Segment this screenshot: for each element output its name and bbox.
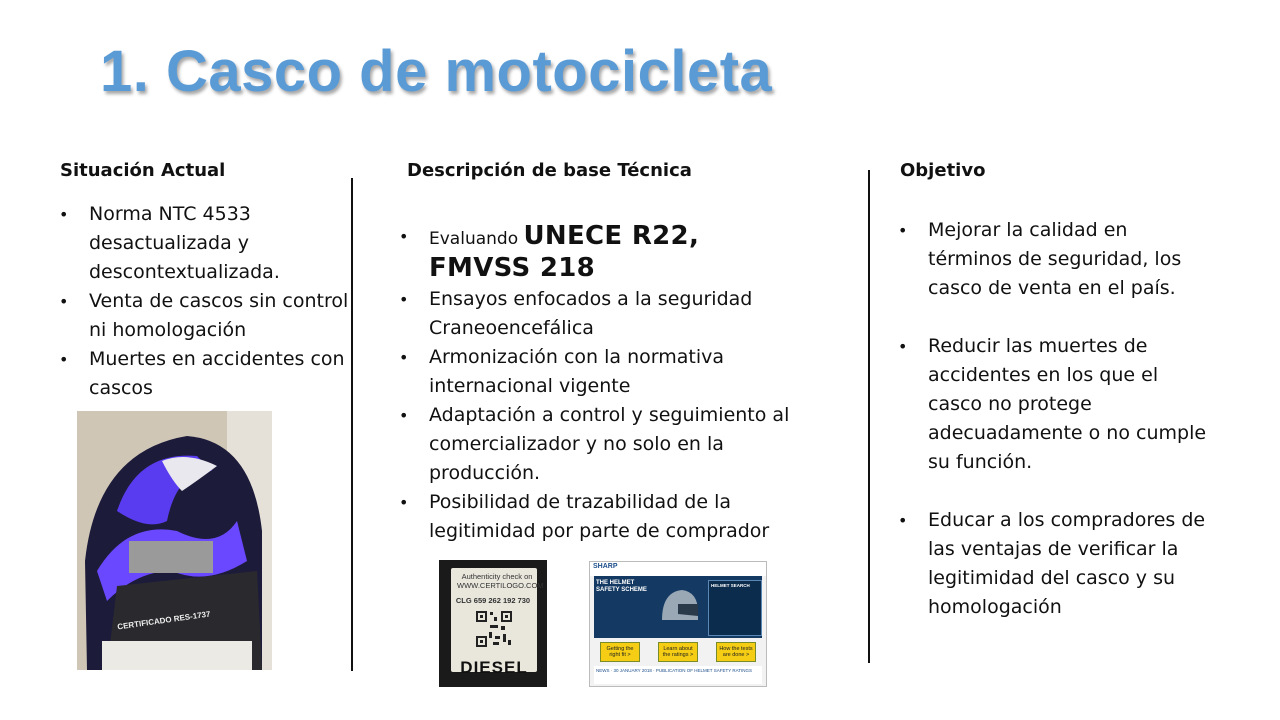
sticker-code-text: CLG 659 262 192 730 bbox=[455, 596, 531, 605]
list-item: • Norma NTC 4533 desactualizada y descontextualizada. bbox=[59, 200, 349, 287]
helmet-search-title: HELMET SEARCH bbox=[711, 583, 750, 588]
sharp-website-screenshot bbox=[589, 561, 767, 687]
sticker-check-text: Authenticity check on WWW.CERTILOGO.COM bbox=[457, 572, 544, 590]
current-situation-list bbox=[59, 200, 349, 403]
helmet-illustration bbox=[77, 411, 272, 670]
site-button-tests: How the tests are done > bbox=[716, 642, 756, 662]
list-item: • Reducir las muertes de accidentes en los que el casco no protege adecuadamente o no cumple su función. bbox=[898, 332, 1208, 477]
column-divider-right bbox=[868, 170, 870, 663]
site-button-fit: Getting the right fit > bbox=[600, 642, 640, 662]
technical-basis-list bbox=[399, 222, 809, 546]
heading-technical-basis: Descripción de base Técnica bbox=[407, 160, 692, 181]
site-button-ratings: Learn about the ratings > bbox=[658, 642, 698, 662]
objective-list bbox=[898, 216, 1208, 622]
helmet-photo bbox=[77, 411, 272, 670]
list-item: • Mejorar la calidad en términos de seguridad, los casco de venta en el país. bbox=[898, 216, 1208, 303]
qr-code-icon bbox=[475, 610, 513, 648]
helmet-certification-label: CERTIFICADO RES-1737 bbox=[116, 609, 211, 632]
authenticity-sticker-photo bbox=[439, 560, 547, 687]
list-item: • Venta de cascos sin control ni homologación bbox=[59, 287, 349, 345]
helmet-search-panel bbox=[708, 580, 762, 636]
brand-logo-text: DIESEL bbox=[460, 658, 528, 677]
list-item: • Posibilidad de trazabilidad de la legitimidad por parte de comprador bbox=[399, 488, 809, 546]
list-item: • Educar a los compradores de las ventajas de verificar la legitimidad del casco y su homologación bbox=[898, 506, 1208, 622]
list-item: • Muertes en accidentes con cascos bbox=[59, 345, 349, 403]
list-item: • Adaptación a control y seguimiento al comercializador y no solo en la producción. bbox=[399, 401, 809, 488]
column-divider-left bbox=[351, 178, 353, 671]
standards-emphasis: UNECE R22, FMVSS 218 bbox=[429, 221, 700, 283]
heading-current-situation: Situación Actual bbox=[60, 160, 226, 181]
list-item: • Armonización con la normativa internacional vigente bbox=[399, 343, 809, 401]
site-logo: SHARP bbox=[593, 563, 618, 570]
site-hero-text: THE HELMET SAFETY SCHEME bbox=[596, 580, 647, 593]
list-item bbox=[399, 222, 809, 285]
list-item: • Ensayos enfocados a la seguridad Craneoencefálica bbox=[399, 285, 809, 343]
helmet-icon bbox=[658, 586, 700, 626]
slide-title: 1. Casco de motocicleta bbox=[100, 39, 773, 104]
site-news-strip: NEWS · 30 JANUARY 2018 · PUBLICATION OF HELMET SAFETY RATINGS bbox=[594, 666, 762, 684]
heading-objective: Objetivo bbox=[900, 160, 986, 181]
evaluating-prefix: Evaluando bbox=[429, 229, 524, 249]
